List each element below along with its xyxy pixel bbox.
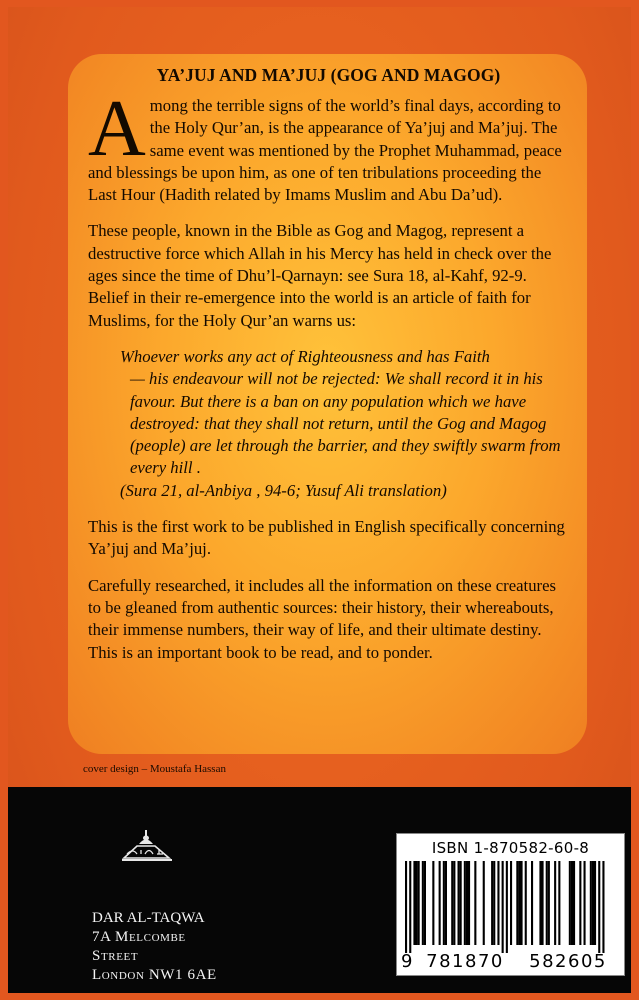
publisher-address (92, 909, 232, 985)
barcode-bar (548, 861, 550, 945)
barcode-lead-digit: 9 (401, 951, 413, 972)
barcode-bar (439, 861, 441, 945)
barcode-bar (569, 861, 571, 945)
barcode-guard-bar (602, 861, 604, 953)
quote-first-line: Whoever works any act of Righteousness and has Faith (120, 346, 490, 366)
barcode-bar (546, 861, 548, 945)
barcode-bar (418, 861, 420, 945)
quran-quote (88, 346, 569, 502)
blurb-paragraph-4: Carefully researched, it includes all the information on these creatures to be gleaned from authentic sources: their history, their whereabouts, their immense numbers, their way of life, and their ultimate destiny. This is an important book to be read, and to ponder. (88, 575, 556, 662)
barcode-bar (594, 861, 596, 945)
dar-al-taqwa-logo-icon (119, 828, 177, 864)
barcode-bar (525, 861, 527, 945)
blurb-paragraph-2: These people, known in the Bible as Gog and Magog, represent a destructive force which Allah in his Mercy has held in check over the ages since the time of Dhu’l-Qarnayn: see Sura 18, al-Kahf, 92-9. Belief in their re-emergence into the world is an article of faith for Muslims, for the Holy Qur’an warns us: (88, 221, 552, 330)
barcode-bar (579, 861, 581, 945)
barcode-bar (554, 861, 556, 945)
barcode-bar (510, 861, 512, 945)
blurb-panel (68, 54, 587, 754)
barcode-bar (458, 861, 460, 945)
isbn-label: ISBN 1-870582-60-8 (431, 839, 590, 857)
blurb-paragraph-1 (88, 85, 569, 206)
publisher-city: London NW1 6AE (92, 967, 217, 983)
blurb-paragraph-3: This is the first work to be published in English specifically concerning Ya’juj and Ma’juj. (88, 517, 565, 559)
barcode-bar (584, 861, 586, 945)
barcode-bar (518, 861, 520, 945)
barcode-bar (590, 861, 592, 945)
barcode-icon (405, 861, 617, 953)
barcode-bar (424, 861, 426, 945)
barcode-bar (497, 861, 499, 945)
barcode-bar (416, 861, 418, 945)
barcode-bar (460, 861, 462, 945)
barcode-bar (592, 861, 594, 945)
barcode-bar (474, 861, 476, 945)
barcode-guard-bar (502, 861, 504, 953)
barcode-bar (491, 861, 493, 945)
barcode-bar (516, 861, 518, 945)
isbn-barcode-box (396, 833, 625, 976)
barcode-guard-bar (598, 861, 600, 953)
barcode-bar (453, 861, 455, 945)
barcode-bar (483, 861, 485, 945)
barcode-bar (466, 861, 468, 945)
barcode-guard-bar (405, 861, 407, 953)
book-title: YA’JUJ AND MA’JUJ (GOG AND MAGOG) (156, 65, 501, 85)
barcode-bar (443, 861, 445, 945)
barcode-bar (493, 861, 495, 945)
barcode-bar (521, 861, 523, 945)
barcode-bar (531, 861, 533, 945)
blurb-paragraph-1-text: mong the terrible signs of the world’s final days, according to the Holy Qur’an, is the appearance of Ya’juj and Ma’juj. The same event was mentioned by the Prophet Muhammad, peace and blessings be upon him, as one of ten tribulations proceeding the Last Hour (Hadith related by Imams Muslim and Abu Da’ud). (88, 96, 562, 205)
barcode-guard-bar (409, 861, 411, 953)
quote-citation: (Sura 21, al-Anbiya , 94-6; Yusuf Ali translation) (120, 480, 447, 500)
cover-design-credit: cover design – Moustafa Hassan (83, 763, 226, 775)
barcode-bar (539, 861, 541, 945)
drop-cap: A (88, 85, 146, 173)
barcode-bar (445, 861, 447, 945)
barcode-bar (571, 861, 573, 945)
quote-body: — his endeavour will not be rejected: We shall record it in his favour. But there is a ban on any population which we have destroyed: that they shall not return, until the Gog and Magog (people) are let through the barrier, and they swiftly swarm from every hill . (130, 369, 561, 478)
publisher-street: 7A Melcombe Street (92, 929, 186, 964)
barcode-bar (422, 861, 424, 945)
barcode-bar (451, 861, 453, 945)
barcode-guard-bar (506, 861, 508, 953)
publisher-name: DAR AL-TAQWA (92, 910, 205, 926)
barcode-bar (558, 861, 560, 945)
barcode-digits-right: 582605 (529, 951, 607, 972)
barcode-bar (464, 861, 466, 945)
barcode-digits-left: 781870 (426, 951, 504, 972)
barcode-bar (542, 861, 544, 945)
barcode-bar (413, 861, 415, 945)
barcode-bar (573, 861, 575, 945)
barcode-bar (432, 861, 434, 945)
barcode-bar (468, 861, 470, 945)
